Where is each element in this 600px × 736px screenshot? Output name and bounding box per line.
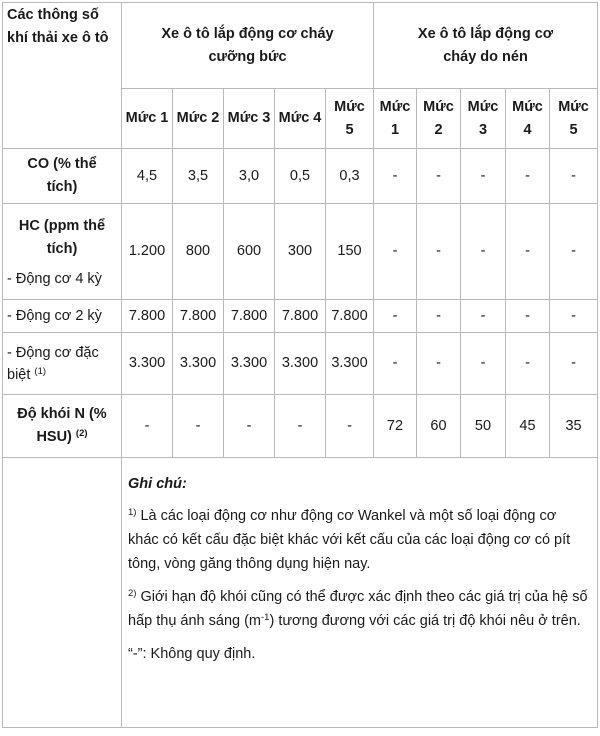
row-label <box>3 333 122 395</box>
row-label <box>3 395 122 458</box>
table-cell: 150 <box>326 204 374 300</box>
table-cell: - <box>122 395 173 458</box>
table-cell: - <box>326 395 374 458</box>
table-cell: - <box>224 395 275 458</box>
table-cell: - <box>374 300 417 333</box>
row-sub-label: - Động cơ 4 kỳ <box>7 270 102 287</box>
table-cell: - <box>506 333 550 395</box>
row-sub-label: - Động cơ đặc biệt <box>7 344 99 383</box>
table-cell: - <box>461 300 506 333</box>
table-cell: 60 <box>417 395 461 458</box>
table-row <box>3 204 598 300</box>
table-cell: - <box>550 204 598 300</box>
table-cell: 7.800 <box>173 300 224 333</box>
note-2-text-b: ) tương đương với các giá trị độ khói nêu ở trên. <box>269 613 581 629</box>
level-header: Mức 4 <box>275 89 326 149</box>
table-cell: 45 <box>506 395 550 458</box>
level-header: Mức 5 <box>326 89 374 149</box>
group-header-spark-ignition: Xe ô tô lắp động cơ cháy cưỡng bức <box>122 3 374 89</box>
table-cell: - <box>461 333 506 395</box>
header-group-row <box>3 3 598 89</box>
level-header: Mức 5 <box>550 89 598 149</box>
table-cell: - <box>550 300 598 333</box>
row-label-title: HC (ppm thể tích) <box>18 217 106 257</box>
table-cell: 3.300 <box>224 333 275 395</box>
corner-header-text: Các thông số khí thải xe ô tô <box>7 7 109 46</box>
table-cell: - <box>275 395 326 458</box>
note-2 <box>128 585 589 633</box>
note-1 <box>128 504 589 576</box>
table-cell: 3,5 <box>173 149 224 204</box>
row-sub-label: - Động cơ 2 kỳ <box>3 300 122 333</box>
level-header: Mức 2 <box>173 89 224 149</box>
table-cell: 72 <box>374 395 417 458</box>
level-header: Mức 3 <box>224 89 275 149</box>
table-cell: 0,3 <box>326 149 374 204</box>
note-2-text-a: Giới hạn độ khói cũng có thể được xác định theo các giá trị của hệ số hấp thụ ánh sáng (m <box>128 589 588 629</box>
table-cell: 7.800 <box>224 300 275 333</box>
level-header: Mức 3 <box>461 89 506 149</box>
table-cell: - <box>506 204 550 300</box>
level-header: Mức 1 <box>374 89 417 149</box>
row-label-title: Độ khói N (% HSU) <box>17 406 107 445</box>
table-cell: - <box>374 149 417 204</box>
footnote-marker: (2) <box>75 428 88 439</box>
table-cell: - <box>173 395 224 458</box>
row-label <box>3 204 122 300</box>
corner-header <box>3 3 122 149</box>
table-cell: - <box>550 149 598 204</box>
note-1-text: Là các loại động cơ như động cơ Wankel và một số loại động cơ khác có kết cấu đặc biệt khác với kết cấu của các loại động cơ có pít tông, vòng găng thông dụng hiện nay. <box>128 508 571 572</box>
table-row <box>3 333 598 395</box>
table-cell: 7.800 <box>275 300 326 333</box>
table-cell: 0,5 <box>275 149 326 204</box>
footnote-marker: (1) <box>34 365 47 377</box>
table-cell: 3.300 <box>326 333 374 395</box>
notes-row <box>3 458 598 728</box>
table-row <box>3 149 598 204</box>
table-cell: 1.200 <box>122 204 173 300</box>
table-cell: - <box>417 204 461 300</box>
table-cell: - <box>374 204 417 300</box>
emission-limits-table <box>2 2 598 728</box>
table-cell: 7.800 <box>326 300 374 333</box>
notes-title: Ghi chú: <box>128 476 187 492</box>
row-label: CO (% thể tích) <box>3 149 122 204</box>
table-cell: 3,0 <box>224 149 275 204</box>
table-cell: 3.300 <box>275 333 326 395</box>
notes-empty-cell <box>3 458 122 728</box>
table-cell: 3.300 <box>173 333 224 395</box>
table-cell: - <box>461 149 506 204</box>
table-cell: 3.300 <box>122 333 173 395</box>
table-cell: 35 <box>550 395 598 458</box>
table-cell: - <box>374 333 417 395</box>
table-cell: - <box>417 300 461 333</box>
table-cell: 800 <box>173 204 224 300</box>
table-row <box>3 395 598 458</box>
table-row <box>3 300 598 333</box>
table-cell: - <box>417 149 461 204</box>
notes-cell <box>122 458 598 728</box>
table-cell: 300 <box>275 204 326 300</box>
table-cell: - <box>506 149 550 204</box>
table-cell: 50 <box>461 395 506 458</box>
level-header: Mức 2 <box>417 89 461 149</box>
group-header-compression-ignition: Xe ô tô lắp động cơ cháy do nén <box>374 3 598 89</box>
table-cell: - <box>506 300 550 333</box>
dash-note: “-”: Không quy định. <box>128 646 256 662</box>
table-cell: - <box>550 333 598 395</box>
table-cell: 600 <box>224 204 275 300</box>
note-1-marker: 1) <box>128 507 137 518</box>
table-cell: - <box>417 333 461 395</box>
table-cell: - <box>461 204 506 300</box>
level-header: Mức 4 <box>506 89 550 149</box>
note-2-exponent: -1 <box>261 612 270 623</box>
table-cell: 4,5 <box>122 149 173 204</box>
table-cell: 7.800 <box>122 300 173 333</box>
level-header: Mức 1 <box>122 89 173 149</box>
note-2-marker: 2) <box>128 588 137 599</box>
